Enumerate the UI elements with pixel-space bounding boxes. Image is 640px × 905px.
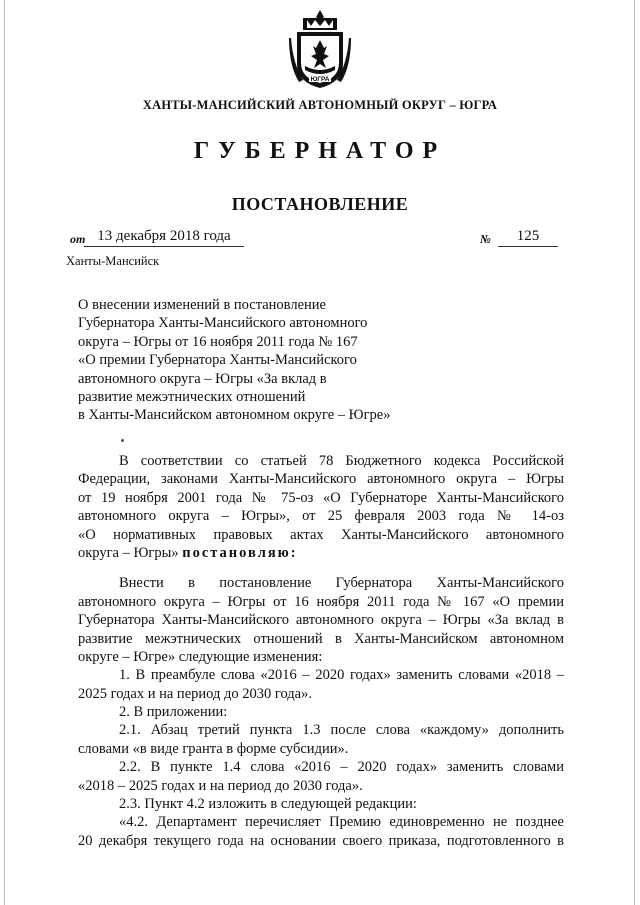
subject-line: О внесении изменений в постановление: [78, 297, 326, 313]
body-line: развитие межэтнических отношений в Ханты-Мансийском автономном: [78, 630, 564, 647]
governor-title: ГУБЕРНАТОР: [193, 138, 447, 164]
preamble-line: автономного округа – Югры», от 25 февраля 2003 года № 14-оз: [78, 508, 564, 525]
document-subject: [78, 296, 458, 425]
body-line: 2.2. В пункте 1.4 слова «2016 – 2020 годах» заменить словами: [119, 759, 564, 776]
body-line: автономного округа – Югры от 16 ноября 2011 года № 167 «О премии: [78, 593, 564, 610]
emblem-caption: ЮГРА: [310, 76, 330, 83]
scan-mark: [121, 439, 124, 442]
body-line: округе – Югре» следующие изменения:: [78, 648, 323, 665]
coat-of-arms-emblem: [289, 8, 351, 92]
body-line: словами «в виде гранта в форме субсидии».: [78, 740, 349, 757]
document-date: 13 декабря 2018 года: [84, 228, 244, 247]
subject-line: округа – Югры от 16 ноября 2011 года № 167: [78, 333, 358, 350]
preamble-last-line: [78, 544, 564, 562]
body-line: 20 декабря текущего года на основании своего приказа, подготовленного в: [78, 832, 564, 849]
city-name: Ханты-Мансийск: [66, 254, 160, 268]
body-line: 2025 годах и на период до 2030 года».: [78, 685, 312, 702]
decree-word: постановляю:: [182, 544, 298, 561]
body-line: Внести в постановление Губернатора Ханты-Мансийского: [119, 575, 564, 592]
preamble-line: от 19 ноября 2001 года № 75-оз «О Губернаторе Ханты-Мансийского: [78, 489, 564, 506]
date-prefix: от: [70, 232, 86, 246]
preamble-line: В соответствии со статьей 78 Бюджетного кодекса Российской: [119, 453, 564, 469]
document-type: ПОСТАНОВЛЕНИЕ: [231, 194, 409, 214]
subject-line: в Ханты-Мансийском автономном округе – Югре»: [78, 407, 391, 424]
body-line: Губернатора Ханты-Мансийского автономного округа – Югры «За вклад в: [78, 612, 564, 629]
document-body: [78, 452, 564, 850]
body-line: «2018 – 2025 годах и на период до 2030 года».: [78, 777, 363, 794]
document-number: 125: [498, 228, 558, 247]
subject-line: «О премии Губернатора Ханты-Мансийского: [78, 352, 357, 369]
body-line: 2. В приложении:: [119, 704, 228, 721]
preamble-line: округа – Югры»: [78, 544, 179, 561]
subject-line: автономного округа – Югры «За вклад в: [78, 370, 327, 387]
region-name: ХАНТЫ-МАНСИЙСКИЙ АВТОНОМНЫЙ ОКРУГ – ЮГРА: [142, 98, 498, 112]
subject-line: развитие межэтнических отношений: [78, 389, 306, 406]
preamble-line: Федерации, законами Ханты-Мансийского автономного округа – Югры: [78, 471, 564, 488]
number-prefix: №: [480, 232, 491, 246]
body-line: 2.3. Пункт 4.2 изложить в следующей редакции:: [119, 796, 417, 813]
subject-line: Губернатора Ханты-Мансийского автономного: [78, 315, 368, 332]
scan-edge-right: [634, 0, 635, 905]
body-line: 1. В преамбуле слова «2016 – 2020 годах» заменить словами «2018 –: [119, 667, 564, 684]
preamble-line: «О нормативных правовых актах Ханты-Мансийского автономного: [78, 526, 564, 543]
paragraph-gap: [78, 562, 564, 574]
body-line: «4.2. Департамент перечисляет Премию единовременно не позднее: [119, 814, 564, 831]
body-line: 2.1. Абзац третий пункта 1.3 после слова «каждому» дополнить: [119, 722, 564, 739]
scan-edge-left: [4, 0, 5, 905]
